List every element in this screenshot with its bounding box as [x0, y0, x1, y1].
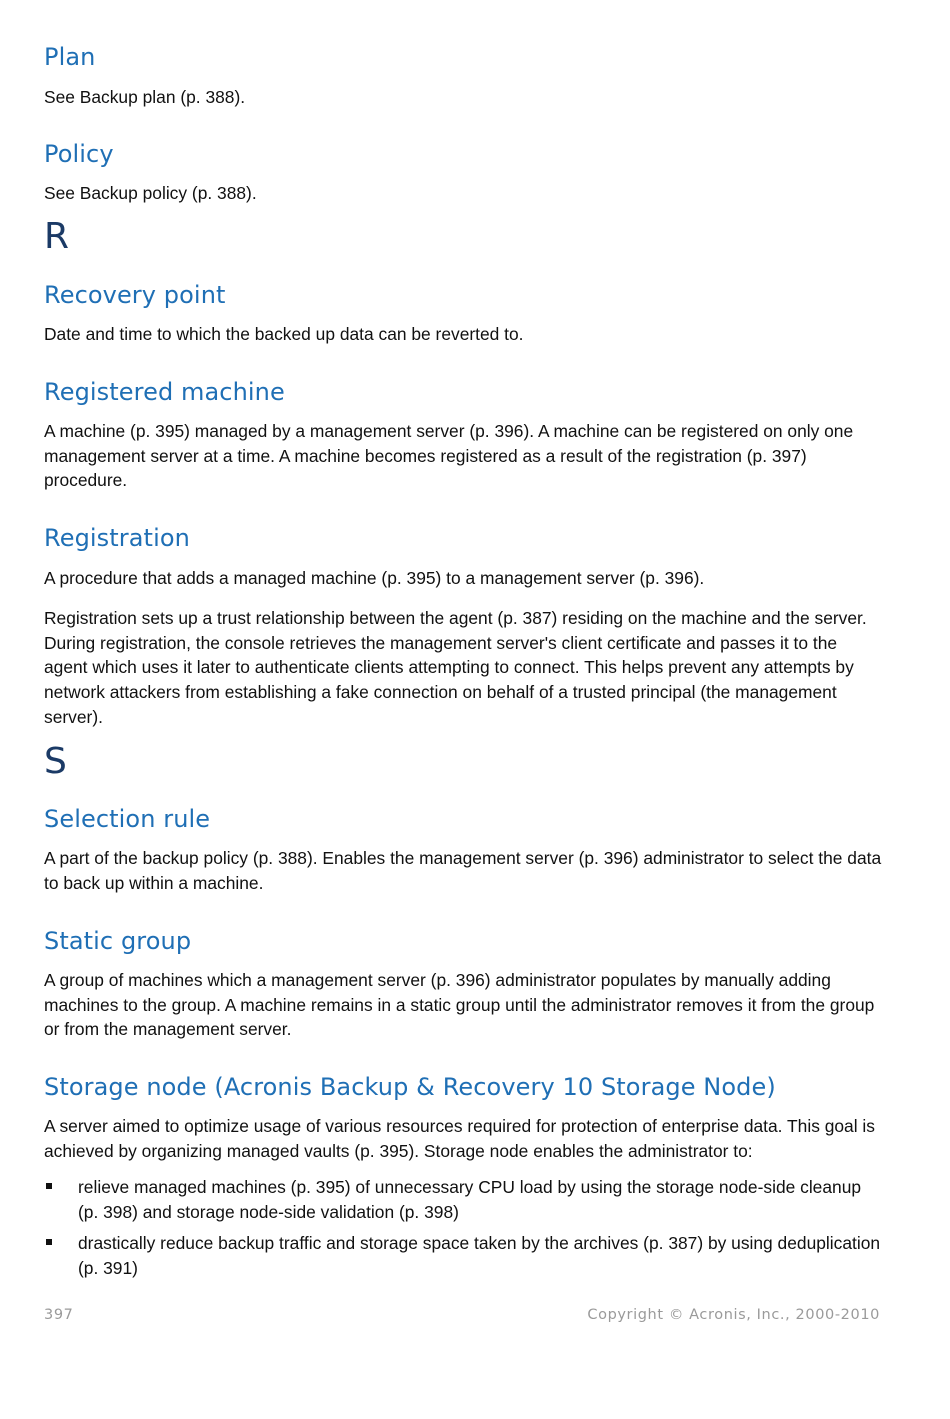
definition-registered-machine: A machine (p. 395) managed by a management server (p. 396). A machine can be registered on only one management server at a time. A machine becomes registered as a result of the registration (p. 397) procedure.	[44, 421, 854, 491]
definition-selection-rule: A part of the backup policy (p. 388). Enables the management server (p. 396) administrator to select the data to back up within a machine.	[44, 848, 882, 893]
section-letter-s: S	[44, 741, 67, 782]
list-item-text: relieve managed machines (p. 395) of unnecessary CPU load by using the storage node-side cleanup (p. 398) and storage node-side validation (p. 398)	[78, 1177, 862, 1222]
list-item	[44, 1175, 884, 1224]
definition-static-group: A group of machines which a management server (p. 396) administrator populates by manually adding machines to the group. A machine remains in a static group until the administrator removes it from the group or from the management server.	[44, 970, 875, 1040]
term-selection-rule: Selection rule	[44, 805, 211, 833]
term-static-group: Static group	[44, 927, 192, 955]
definition-storage-node: A server aimed to optimize usage of various resources required for protection of enterprise data. This goal is achieved by organizing managed vaults (p. 395). Storage node enables the administrator to:	[44, 1116, 875, 1161]
term-registration: Registration	[44, 524, 190, 552]
page-number: 397	[44, 1307, 74, 1323]
list-item	[44, 1231, 884, 1280]
copyright-notice: Copyright © Acronis, Inc., 2000-2010	[587, 1307, 880, 1323]
section-letter-r: R	[44, 216, 70, 257]
term-recovery-point: Recovery point	[44, 281, 226, 309]
definition-registration-detail: Registration sets up a trust relationship between the agent (p. 387) residing on the machine and the server. During registration, the console retrieves the management server's client certificate and passes it to the agent which uses it later to authenticate clients attempting to connect. This helps prevent any attempts by network attackers from establishing a fake connection on behalf of a trusted principal (the management server).	[44, 608, 867, 727]
definition-plan: See Backup plan (p. 388).	[44, 87, 246, 107]
definition-policy: See Backup policy (p. 388).	[44, 183, 257, 203]
bullet-square-icon	[46, 1183, 52, 1189]
definition-recovery-point: Date and time to which the backed up data can be reverted to.	[44, 324, 524, 344]
term-storage-node: Storage node (Acronis Backup & Recovery 10 Storage Node)	[44, 1073, 776, 1101]
bullet-square-icon	[46, 1239, 52, 1245]
term-policy: Policy	[44, 140, 114, 168]
term-plan: Plan	[44, 43, 96, 71]
definition-registration: A procedure that adds a managed machine (p. 395) to a management server (p. 396).	[44, 568, 705, 588]
term-registered-machine: Registered machine	[44, 378, 285, 406]
list-item-text: drastically reduce backup traffic and storage space taken by the archives (p. 387) by using deduplication (p. 391)	[78, 1233, 881, 1278]
